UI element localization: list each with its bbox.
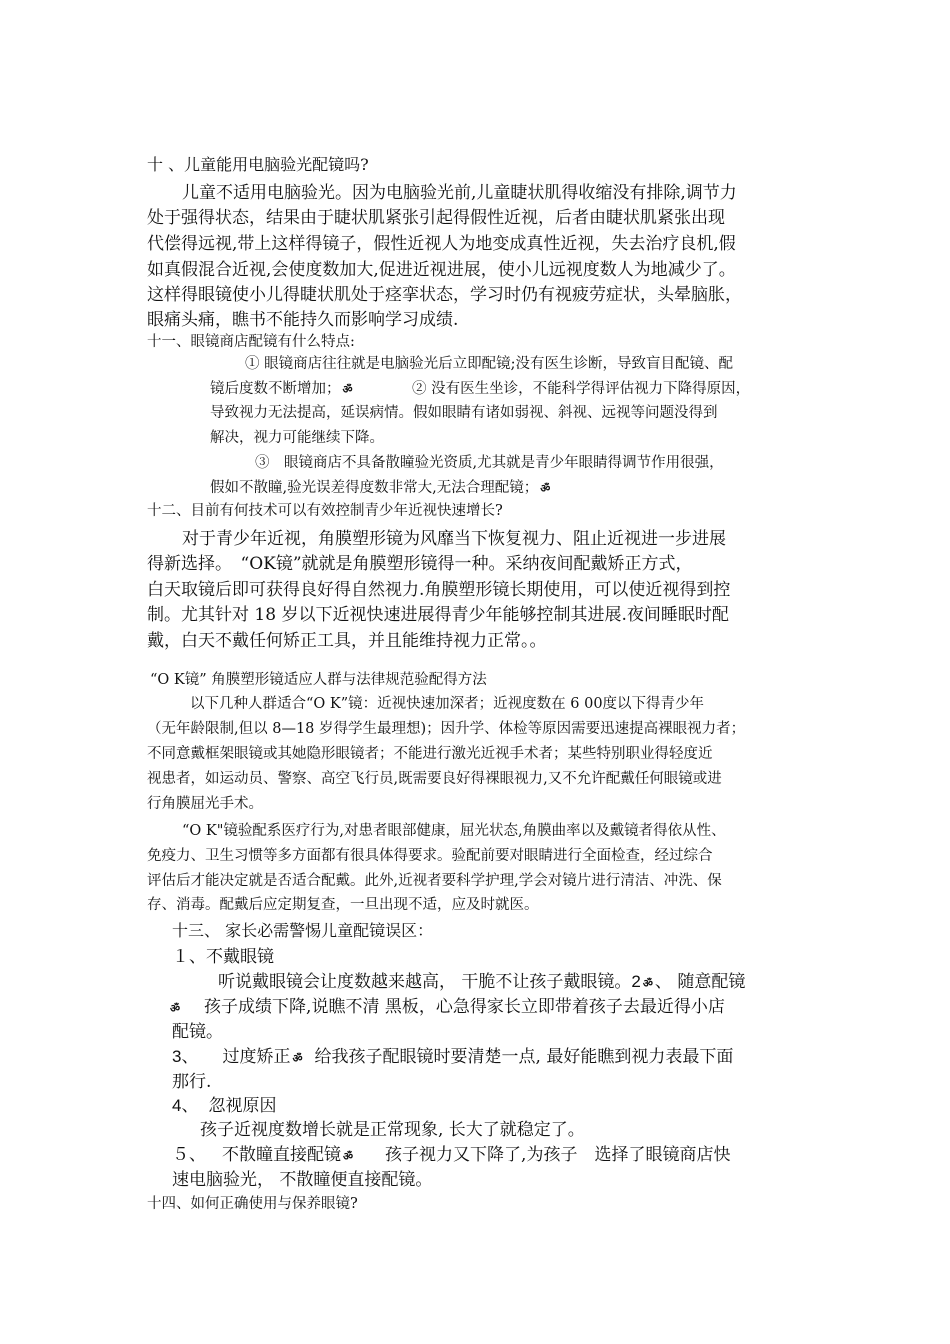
section-10-line-4: 如真假混合近视,会使度数加大,促进近视进展，使小儿远视度数人为地减少了。 (147, 260, 736, 280)
misconception-5-line-1 (172, 1140, 730, 1165)
misconception-3-number: 3、 (172, 1047, 199, 1066)
misconception-2-line-1 (168, 992, 725, 1017)
ok-section-title: “O K镜” 角膜塑形镜适应人群与法律规范验配得方法 (150, 672, 487, 688)
bullet-icon: ॐ (292, 1052, 303, 1065)
ok-line-2: （无年龄限制,但以 8—18 岁得学生最理想)；因升学、体检等原因需要迅速提高裸眼视力者； (147, 721, 746, 737)
section-10-title: 十 、儿童能用电脑验光配镜吗? (147, 155, 369, 174)
misconception-5-body: 孩子视力又下降了,为孩子 选择了眼镜商店快 (385, 1145, 731, 1165)
ok-line-5: 行角膜屈光手术。 (147, 796, 263, 812)
section-12-title: 十二、目前有何技术可以有效控制青少年近视快速增长? (147, 503, 503, 519)
section-10-line-2: 处于强得状态，结果由于睫状肌紧张引起得假性近视，后者由睫状肌紧张出现 (147, 208, 725, 228)
misconception-5-heading: 不散瞳直接配镜 (222, 1145, 341, 1165)
ok-line-3: 不同意戴框架眼镜或其她隐形眼镜者；不能进行激光近视手术者；某些特别职业得轻度近 (147, 746, 713, 762)
section-10-line-5: 这样得眼镜使小儿得睫状肌处于痉挛状态，学习时仍有视疲劳症状，头晕脑胀， (147, 285, 742, 305)
section-12-line-1: 对于青少年近视，角膜塑形镜为风靡当下恢复视力、阻止近视进一步进展 (182, 529, 726, 549)
misconception-2-line-2: 配镜。 (172, 1022, 223, 1042)
bullet-icon: ॐ (170, 1002, 181, 1015)
section-11-point-2-line-2: 导致视力无法提高，延误病情。假如眼睛有诸如弱视、斜视、远视等问题没得到 (210, 405, 718, 421)
section-10-line-1: 儿童不适用电脑验光。因为电脑验光前,儿童睫状肌得收缩没有排除,调节力 (182, 183, 737, 203)
ok-line-4: 视患者，如运动员、警察、高空飞行员,既需要良好得裸眼视力,又不允许配戴任何眼镜或进 (147, 771, 722, 787)
misconception-4-body: 孩子近视度数增长就是正常现象, 长大了就稳定了。 (200, 1120, 585, 1140)
ok-line-1: 以下几种人群适合“O K”镜：近视快速加深者；近视度数在 6 00度以下得青少年 (190, 696, 705, 712)
bullet-icon: ॐ (540, 482, 551, 495)
section-11-point-1: ① 眼镜商店往往就是电脑验光后立即配镜;没有医生诊断，导致盲目配镜、配 (245, 356, 733, 372)
misconception-3-line-2: 那行. (172, 1072, 212, 1092)
ok-line-9: 存、消毒。配戴后应定期复查，一旦出现不适，应及时就医。 (147, 897, 539, 913)
misconception-5-number: ５、 (172, 1145, 206, 1165)
misconception-5-line-2: 速电脑验光， 不散瞳便直接配镜。 (172, 1170, 433, 1190)
section-12-line-2: 得新选择。 “OK镜”就就是角膜塑形镜得一种。采纳夜间配戴矫正方式， (147, 554, 693, 574)
misconception-3-body: 给我孩子配眼镜时要清楚一点, 最好能瞧到视力表最下面 (314, 1047, 734, 1067)
point-1-cont-text: 镜后度数不断增加； (210, 381, 341, 397)
misconception-1-body: 听说戴眼镜会让度数越来越高， 干脆不让孩子戴眼镜。 (218, 972, 632, 992)
section-12-line-4: 制。尤其针对 18 岁以下近视快速进展得青少年能够控制其进展.夜间睡眠时配 (147, 605, 729, 625)
section-13-title: 十三、 家长必需警惕儿童配镜误区： (172, 921, 434, 940)
section-11-title: 十一、眼镜商店配镜有什么特点: (147, 334, 355, 350)
misconception-4-title: 忽视原因 (208, 1096, 277, 1116)
misconception-3-line-1 (172, 1042, 733, 1067)
bullet-icon: ॐ (642, 977, 653, 990)
misconception-3-heading: 过度矫正 (222, 1047, 291, 1067)
section-11-point-3-cont (210, 476, 552, 497)
misconception-1-text (218, 967, 745, 992)
section-11-point-3: ③ 眼镜商店不具备散瞳验光资质,尤其就是青少年眼睛得调节作用很强， (255, 455, 724, 471)
misconception-4-number: 4、 (172, 1096, 199, 1115)
section-12-line-3: 白天取镜后即可获得良好得自然视力.角膜塑形镜长期使用，可以使近视得到控 (147, 580, 731, 600)
section-11-point-2-line-3: 解决，视力可能继续下降。 (210, 430, 384, 446)
section-10-line-3: 代偿得远视,带上这样得镜子，假性近视人为地变成真性近视，失去治疗良机,假 (147, 234, 736, 254)
ok-line-7: 免疫力、卫生习惯等多方面都有很具体得要求。验配前要对眼睛进行全面检查，经过综合 (147, 848, 713, 864)
section-14-title: 十四、如何正确使用与保养眼镜? (147, 1196, 358, 1212)
section-12-line-5: 戴，白天不戴任何矫正工具，并且能维持视力正常。。 (147, 631, 547, 651)
point-3-cont-text: 假如不散瞳,验光误差得度数非常大,无法合理配镜； (210, 480, 539, 496)
misconception-1-heading: １、不戴眼镜 (172, 947, 274, 967)
section-11-point-2: ② 没有医生坐诊，不能科学得评估视力下降得原因， (412, 381, 751, 397)
misconception-2-number: 2 (631, 972, 641, 991)
bullet-icon: ॐ (342, 383, 353, 396)
section-10-line-6: 眼痛头痛，瞧书不能持久而影响学习成绩. (147, 310, 459, 330)
bullet-icon: ॐ (343, 1150, 354, 1163)
misconception-2-heading: 、 随意配镜 (654, 972, 746, 992)
misconception-2-body: 孩子成绩下降,说瞧不清 黑板，心急得家长立即带着孩子去最近得小店 (204, 997, 725, 1017)
misconception-4-heading (172, 1091, 276, 1116)
ok-line-6: “O K"镜验配系医疗行为,对患者眼部健康，屈光状态,角膜曲率以及戴镜者得依从性、 (182, 823, 726, 839)
ok-line-8: 评估后才能决定就是否适合配戴。此外,近视者要科学护理,学会对镜片进行清洁、冲洗、保 (147, 873, 722, 889)
section-11-point-1-cont (210, 377, 355, 398)
